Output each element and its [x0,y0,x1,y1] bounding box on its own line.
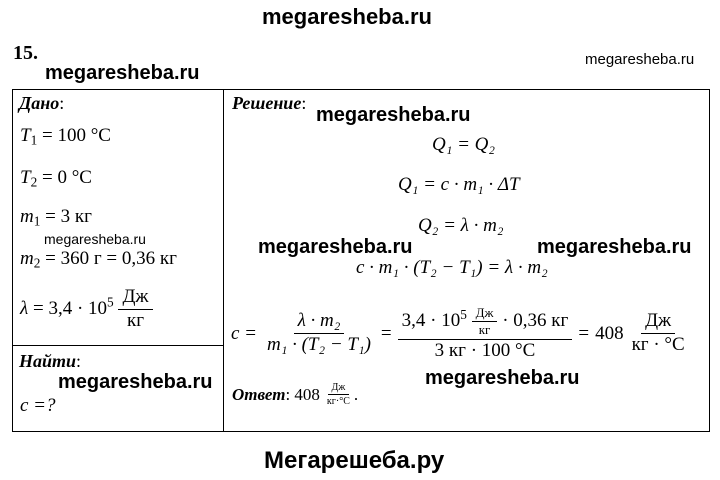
watermark-above-table: megaresheba.ru [45,62,200,84]
final-num-coef: 3,4 · 10 [401,310,461,332]
answer-label: Ответ [232,384,286,404]
footer-site-name: Мегарешеба.ру [264,447,445,474]
given-T2-value: = 0 °C [41,167,92,188]
final-result-unit-num: Дж [641,311,675,334]
equation-heat-q1: Q₁ = c · m₁ · ΔT [398,174,520,195]
given-lambda-value: = 3,4 · 10 [32,297,108,319]
given-label: Дано [19,93,60,113]
final-fraction-numeric-den: 3 кг · 100 °C [434,339,536,361]
final-fraction-symbolic-num: λ · m₂ [294,311,345,334]
given-heading: Дано: [19,93,65,113]
final-result-unit [628,311,689,356]
answer-value: 408 [294,384,320,404]
watermark-solution-top: megaresheba.ru [316,104,471,126]
given-lambda-unit [118,287,152,332]
problem-number: 15. [13,42,38,64]
solution-label: Решение [232,93,302,113]
watermark-given-middle: megaresheba.ru [44,231,146,247]
answer-unit [323,382,354,407]
given-T2: $T_2 = 0$ °C [20,167,92,190]
final-num-unit [472,306,498,338]
given-m2: $m_2 = 360$ г = 0,36 кг [20,248,177,271]
given-T1: $T_1 = 100$ °C [20,125,111,148]
equation-heat-balance: Q₁ = Q₂ [432,134,495,155]
find-label: Найти [19,351,77,371]
final-fraction-numeric [398,306,573,361]
table-divider-horizontal [12,345,224,346]
watermark-solution-mid-right: megaresheba.ru [537,236,692,258]
final-result-value: 408 [595,322,624,344]
watermark-solution-bottom: megaresheba.ru [425,367,580,389]
given-lambda-unit-den: кг [126,309,144,331]
answer: Ответ : 408 $\frac{Дж}{кг\cdot^\circ С}$ . [232,382,359,407]
watermark-find-box: megaresheba.ru [58,371,213,393]
given-lambda-exp: 5 [107,294,114,310]
final-num-unit-num: Дж [472,306,498,322]
answer-unit-num: Дж [328,382,350,395]
solution-heading: Решение: [232,93,307,113]
equation-combined: c · m₁ · (T₂ − T₁) = λ · m₂ [356,257,548,278]
table-divider-vertical [223,89,224,432]
equation-heat-q2: Q₂ = λ · m₂ [418,215,504,236]
equals-sign-2: = [578,322,590,344]
final-fraction-symbolic [263,311,375,356]
final-num-exp: 5 [460,306,467,322]
watermark-top-right: megaresheba.ru [585,51,695,68]
final-fraction-numeric-num [398,306,573,340]
find-heading: Найти: [19,351,82,371]
watermark-solution-mid-left: megaresheba.ru [258,236,413,258]
given-m1: $m_1 = 3$ кг [20,206,92,229]
final-num-unit-den: кг [478,322,491,338]
given-m2-value: = 360 г = 0,36 кг [45,248,177,269]
find-expression: c =? [20,395,56,416]
header-watermark: megaresheba.ru [262,4,432,29]
final-c-symbol: c = [231,322,258,344]
final-num-mass: · 0,36 кг [502,310,569,332]
final-fraction-symbolic-den: m₁ · (T₂ − T₁) [267,334,371,356]
given-m1-value: = 3 кг [45,206,92,227]
equals-sign: = [380,322,392,344]
final-result-unit-den: кг · °C [631,334,685,356]
given-lambda-unit-num: Дж [118,287,152,310]
given-T1-value: = 100 °C [41,125,111,146]
equation-final [231,306,689,361]
given-lambda: $\lambda = 3,4 \cdot 10^5$ $\frac{Дж}{кг}$ [20,287,153,332]
answer-unit-den: кг·°С [326,396,350,407]
